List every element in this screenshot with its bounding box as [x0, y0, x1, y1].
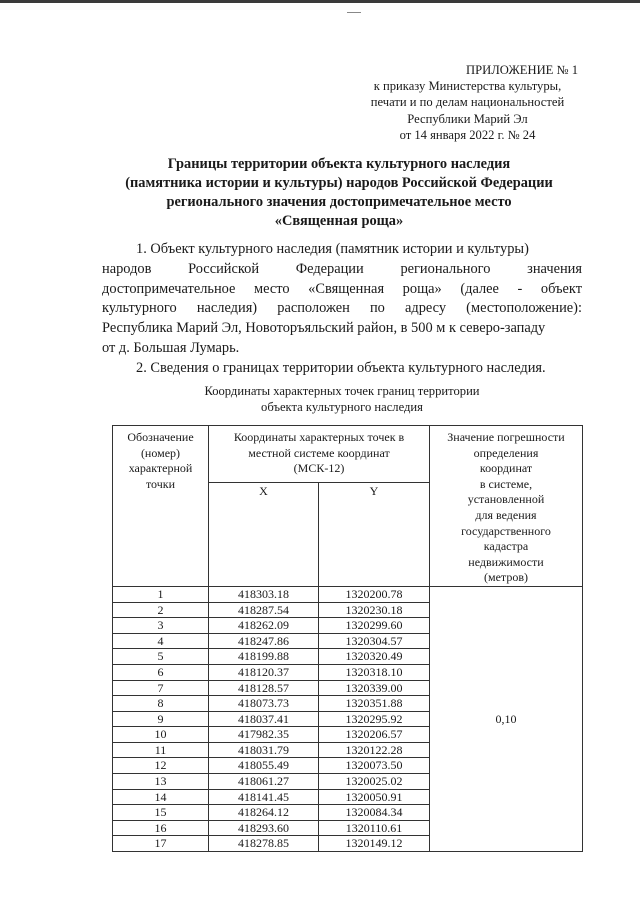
cell-coordinate-y: 1320295.92	[319, 711, 430, 727]
cell-coordinate-x: 418264.12	[209, 805, 319, 821]
cell-coordinate-y: 1320110.61	[319, 820, 430, 836]
table-row	[113, 586, 583, 602]
word: расположен	[277, 300, 350, 317]
word: (далее	[460, 280, 499, 297]
title-line: Границы территории объекта культурного наследия	[167, 156, 511, 172]
header-x: X	[209, 482, 319, 586]
caption-line: объекта культурного наследия	[261, 400, 423, 414]
title-line: (памятника истории и культуры) народов Российской Федерации	[125, 175, 553, 191]
title-line: «Священная роща»	[274, 213, 404, 229]
cell-coordinate-x: 418073.73	[209, 696, 319, 712]
paragraph-1-line: от д. Большая Лумарь.	[102, 339, 240, 356]
cell-coordinate-x: 418120.37	[209, 664, 319, 680]
table-caption	[102, 383, 582, 415]
word: регионального	[400, 260, 491, 277]
document-title	[96, 155, 582, 231]
cell-point-number: 14	[113, 789, 209, 805]
cell-coordinate-x: 418037.41	[209, 711, 319, 727]
cell-point-number: 15	[113, 805, 209, 821]
cell-coordinate-x: 417982.35	[209, 727, 319, 743]
cell-coordinate-y: 1320299.60	[319, 618, 430, 634]
title-line: регионального значения достопримечательное место	[166, 194, 512, 210]
cell-point-number: 1	[113, 586, 209, 602]
cell-coordinate-y: 1320073.50	[319, 758, 430, 774]
word: место	[254, 280, 290, 297]
cell-coordinate-y: 1320149.12	[319, 836, 430, 852]
scan-mark	[347, 12, 361, 13]
cell-coordinate-y: 1320050.91	[319, 789, 430, 805]
cell-coordinate-x: 418055.49	[209, 758, 319, 774]
appendix-header	[355, 62, 580, 143]
header-coordinates: Координаты характерных точек в местной системе координат (МСК-12)	[209, 426, 430, 483]
word: Федерации	[295, 260, 364, 277]
paragraph-1-line: Республика Марий Эл, Новоторъяльский район, в 500 м к северо-западу	[102, 320, 546, 337]
word: (местоположение):	[466, 300, 582, 317]
cell-coordinate-y: 1320200.78	[319, 586, 430, 602]
cell-point-number: 8	[113, 696, 209, 712]
cell-point-number: 12	[113, 758, 209, 774]
paragraph-2: 2. Сведения о границах территории объекта культурного наследия.	[136, 359, 546, 376]
word: адресу	[404, 300, 447, 317]
paragraph-1-justified-line	[102, 260, 582, 280]
header-point-number: Обозначение (номер) характерной точки	[113, 426, 209, 587]
scan-top-edge	[0, 0, 640, 6]
appendix-number: ПРИЛОЖЕНИЕ № 1	[466, 63, 578, 77]
word: по	[369, 300, 385, 317]
coordinates-table	[112, 425, 583, 852]
cell-coordinate-y: 1320084.34	[319, 805, 430, 821]
appendix-ministry-line: печати и по делам национальностей	[370, 95, 565, 110]
cell-coordinate-y: 1320122.28	[319, 742, 430, 758]
cell-coordinate-x: 418061.27	[209, 774, 319, 790]
word: объект	[540, 280, 582, 297]
cell-point-number: 3	[113, 618, 209, 634]
cell-coordinate-x: 418141.45	[209, 789, 319, 805]
appendix-date-line: от 14 января 2022 г. № 24	[399, 127, 536, 142]
word: «Священная	[308, 280, 385, 297]
table-body	[113, 586, 583, 851]
paragraph-1-line: 1. Объект культурного наследия (памятник истории и культуры)	[136, 241, 529, 257]
appendix-order-line: к приказу Министерства культуры,	[373, 79, 562, 94]
body-text	[102, 240, 582, 379]
cell-coordinate-x: 418128.57	[209, 680, 319, 696]
appendix-republic-line: Республики Марий Эл	[407, 111, 528, 126]
cell-point-number: 17	[113, 836, 209, 852]
cell-point-number: 13	[113, 774, 209, 790]
cell-coordinate-y: 1320339.00	[319, 680, 430, 696]
word: культурного	[102, 300, 177, 317]
cell-point-number: 4	[113, 633, 209, 649]
cell-coordinate-y: 1320230.18	[319, 602, 430, 618]
cell-coordinate-x: 418247.86	[209, 633, 319, 649]
word: наследия)	[196, 300, 258, 317]
cell-coordinate-x: 418278.85	[209, 836, 319, 852]
word: значения	[527, 260, 582, 277]
cell-point-number: 6	[113, 664, 209, 680]
paragraph-1-justified-line	[102, 280, 582, 300]
cell-coordinate-x: 418303.18	[209, 586, 319, 602]
cell-accuracy-value: 0,10	[430, 586, 583, 851]
paragraph-1-justified-line	[102, 299, 582, 319]
cell-coordinate-x: 418262.09	[209, 618, 319, 634]
cell-point-number: 9	[113, 711, 209, 727]
cell-coordinate-y: 1320025.02	[319, 774, 430, 790]
cell-coordinate-x: 418287.54	[209, 602, 319, 618]
cell-coordinate-x: 418031.79	[209, 742, 319, 758]
cell-point-number: 16	[113, 820, 209, 836]
word: достопримечательное	[102, 280, 236, 297]
cell-coordinate-x: 418293.60	[209, 820, 319, 836]
caption-line: Координаты характерных точек границ территории	[204, 384, 480, 398]
cell-point-number: 10	[113, 727, 209, 743]
word: Российской	[188, 260, 260, 277]
cell-point-number: 2	[113, 602, 209, 618]
cell-point-number: 7	[113, 680, 209, 696]
cell-coordinate-y: 1320320.49	[319, 649, 430, 665]
cell-point-number: 5	[113, 649, 209, 665]
word: народов	[102, 260, 152, 277]
cell-point-number: 11	[113, 742, 209, 758]
header-accuracy: Значение погрешности определения координат в системе, установленной для ведения государственного кадастра недвижимости (метров)	[430, 426, 583, 587]
header-y: Y	[319, 482, 430, 586]
cell-coordinate-y: 1320206.57	[319, 727, 430, 743]
word: роща»	[402, 280, 442, 297]
cell-coordinate-x: 418199.88	[209, 649, 319, 665]
cell-coordinate-y: 1320304.57	[319, 633, 430, 649]
word: -	[517, 280, 523, 297]
cell-coordinate-y: 1320351.88	[319, 696, 430, 712]
cell-coordinate-y: 1320318.10	[319, 664, 430, 680]
